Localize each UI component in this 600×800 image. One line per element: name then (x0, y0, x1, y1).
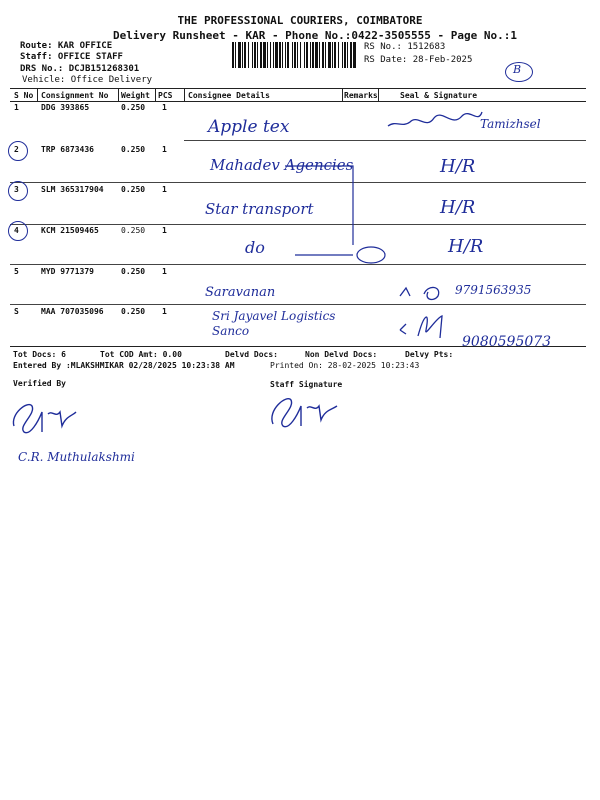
drs-number: DRS No.: DCJB151268301 (20, 64, 140, 74)
row-consignment: DDG 393865 (41, 103, 90, 112)
row-seal: 9791563935 (455, 283, 532, 297)
delivered-docs: Delvd Docs: (225, 350, 278, 359)
row-weight: 0.250 (121, 226, 146, 235)
signature-scribble (396, 308, 466, 342)
delivery-points: Delvy Pts: (405, 350, 454, 359)
col-header-remarks: Remarks (344, 91, 378, 100)
row-seal: H/R (440, 197, 476, 218)
signature-scribble (398, 282, 458, 306)
row-consignment: MAA 707035096 (41, 307, 104, 316)
route-label: Route: KAR OFFICE (20, 41, 113, 51)
printed-on: Printed On: 28-02-2025 10:23:43 (270, 361, 420, 370)
table-header-line (10, 101, 586, 102)
row-consignee: Mahadev Agencies (210, 156, 354, 174)
row-pcs: 1 (162, 307, 167, 316)
row-pcs: 1 (162, 267, 167, 276)
page-mark: B (513, 63, 522, 76)
col-divider (378, 88, 379, 102)
row-weight: 0.250 (121, 103, 146, 112)
row-divider (184, 140, 586, 141)
row-seal: 9080595073 (462, 334, 552, 350)
row-weight: 0.250 (121, 185, 146, 194)
col-header-consignee: Consignee Details (188, 91, 270, 100)
col-divider (37, 88, 38, 102)
runsheet-subtitle: Delivery Runsheet - KAR - Phone No.:0422-3505555 - Page No.:1 (113, 29, 517, 42)
row-weight: 0.250 (121, 307, 146, 316)
col-divider (118, 88, 119, 102)
vehicle-label: Vehicle: Office Delivery (22, 75, 153, 85)
table-bottom-line (10, 346, 586, 347)
ditto-bracket-mark (285, 160, 395, 270)
col-header-consignment: Consignment No (41, 91, 109, 100)
col-header-weight: Weight (121, 91, 150, 100)
entered-by: Entered By :MLAKSHMIKAR 02/28/2025 10:23:38 AM (13, 361, 235, 370)
row-seal: H/R (448, 236, 484, 257)
staff-label: Staff: OFFICE STAFF (20, 52, 123, 62)
col-divider (342, 88, 343, 102)
tot-cod-amount: Tot COD Amt: 0.00 (100, 350, 182, 359)
company-title: THE PROFESSIONAL COURIERS, COIMBATORE (177, 14, 423, 27)
row-seal: H/R (440, 156, 476, 177)
row-seal: Tamizhsel (480, 117, 541, 131)
row-consignment: SLM 365317904 (41, 185, 104, 194)
verifier-name: C.R. Muthulakshmi (18, 450, 135, 464)
signature-scribble (382, 104, 582, 134)
verifier-signature (8, 392, 98, 438)
staff-signature-label: Staff Signature (270, 380, 343, 389)
row-consignee: Sri Jayavel Logistics Sanco (212, 309, 336, 338)
row-consignment: KCM 21509465 (41, 226, 99, 235)
rs-number: RS No.: 1512683 (364, 42, 446, 52)
row-divider (10, 304, 586, 305)
rs-date: RS Date: 28-Feb-2025 (364, 55, 473, 65)
row-pcs: 1 (162, 226, 167, 235)
row-sno: 1 (14, 103, 19, 112)
row-consignee: do (245, 238, 265, 257)
verified-by-label: Verified By (13, 379, 66, 388)
table-top-line (10, 88, 586, 89)
row-pcs: 1 (162, 103, 167, 112)
row-weight: 0.250 (121, 145, 146, 154)
non-delivered-docs: Non Delvd Docs: (305, 350, 378, 359)
row-consignee: Saravanan (205, 285, 276, 300)
row-sno: 2 (14, 145, 19, 154)
col-header-sno: S No (14, 91, 34, 100)
row-pcs: 1 (162, 185, 167, 194)
col-header-pcs: PCS (158, 91, 173, 100)
row-divider (10, 264, 586, 265)
row-pcs: 1 (162, 145, 167, 154)
row-consignee: Star transport (205, 200, 314, 218)
row-weight: 0.250 (121, 267, 146, 276)
col-divider (184, 88, 185, 102)
row-consignment: TRP 6873436 (41, 145, 94, 154)
tot-docs: Tot Docs: 6 (13, 350, 66, 359)
barcode (232, 42, 356, 68)
row-sno: 3 (14, 185, 19, 194)
col-header-seal: Seal & Signature (400, 91, 478, 100)
row-sno: S (14, 307, 19, 316)
staff-signature (265, 388, 355, 434)
row-consignee: Apple tex (208, 117, 290, 137)
col-divider (155, 88, 156, 102)
row-sno: 4 (14, 226, 19, 235)
row-sno: 5 (14, 267, 19, 276)
row-consignment: MYD 9771379 (41, 267, 94, 276)
